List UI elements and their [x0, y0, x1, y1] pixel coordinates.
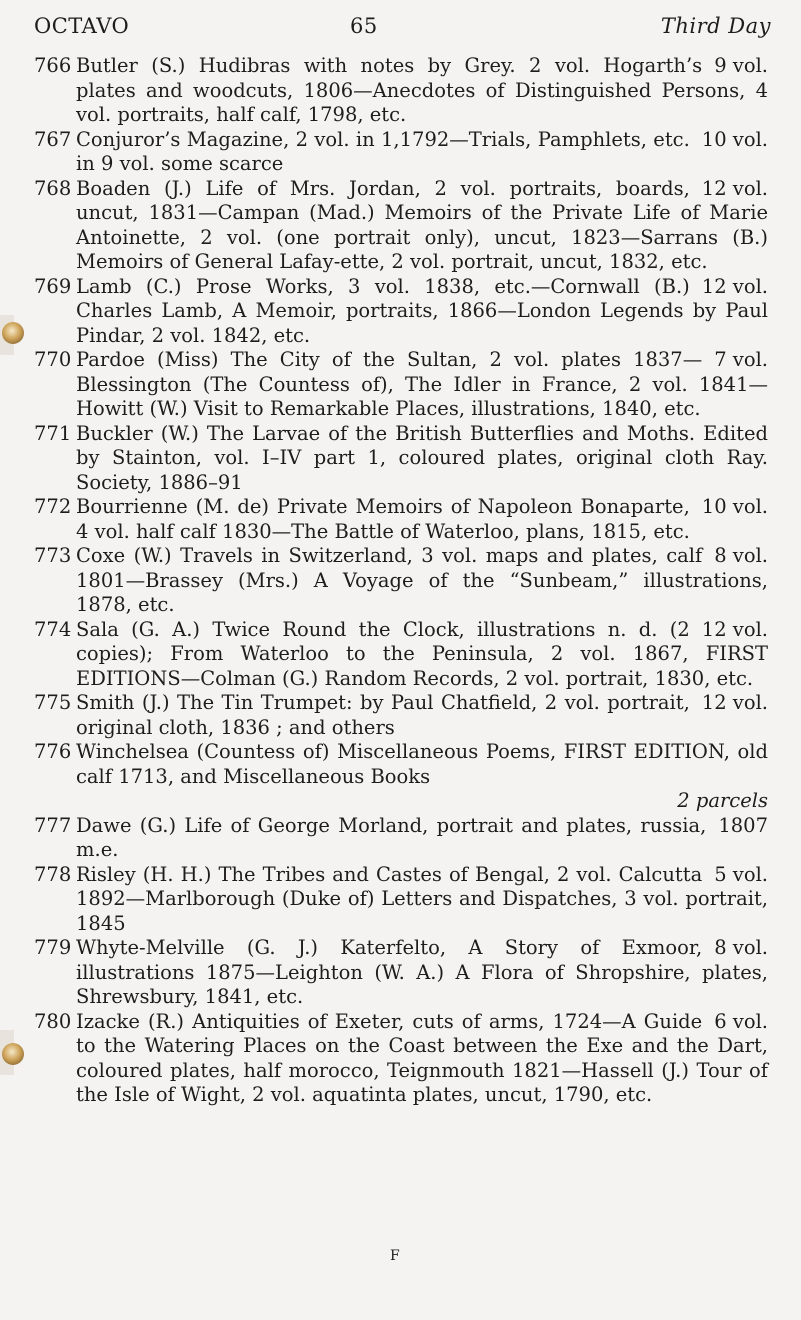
lot-entry: [34, 422, 768, 496]
lot-number: 766: [34, 54, 72, 77]
lot-text: Dawe (G.) Life of George Morland, portrait and plates, russia, m.e.: [76, 813, 707, 861]
lot-quantity: 8 vol.: [714, 544, 768, 567]
lot-entry: [34, 495, 768, 544]
lot-text: Risley (H. H.) The Tribes and Castes of Bengal, 2 vol. Calcutta 1892—Marlborough (Duke of) Letters and Dispatches, 3 vol. portrait, 1845: [76, 862, 768, 935]
page-number: 65: [350, 14, 378, 38]
lot-entry: [34, 177, 768, 275]
lot-description: [76, 544, 768, 618]
signature-mark: F: [390, 1248, 400, 1264]
binding-hole-icon: [2, 1043, 24, 1065]
lot-entry: [34, 618, 768, 692]
lot-description: [76, 618, 768, 692]
lot-text: Butler (S.) Hudibras with notes by Grey. 2 vol. Hogarth’s plates and woodcuts, 1806—Anecdotes of Distinguished Persons, 4 vol. portraits, half calf, 1798, etc.: [76, 54, 768, 126]
lot-text: Coxe (W.) Travels in Switzerland, 3 vol. maps and plates, calf 1801—Brassey (Mrs.) A Voyage of the “Sunbeam,” illustrations, 1878, etc.: [76, 544, 768, 616]
lot-number: 777: [34, 813, 72, 837]
lot-entry: [34, 740, 768, 814]
lot-list: [34, 54, 768, 1108]
lot-entry: [34, 348, 768, 422]
lot-text: Conjuror’s Magazine, 2 vol. in 1,1792—Trials, Pamphlets, etc. in 9 vol. some scarce: [76, 127, 690, 175]
lot-entry: [34, 544, 768, 618]
lot-quantity: 6 vol.: [714, 1009, 768, 1033]
lot-entry: [34, 275, 768, 349]
lot-entry: [34, 128, 768, 177]
lot-number: 780: [34, 1009, 72, 1033]
lot-description: [76, 936, 768, 1010]
lot-quantity: 7 vol.: [714, 348, 768, 371]
lot-description: [76, 863, 768, 937]
lot-text: Smith (J.) The Tin Trumpet: by Paul Chatfield, 2 vol. portrait, original cloth, 1836 ; and others: [76, 691, 690, 739]
lot-quantity: 5 vol.: [714, 862, 768, 886]
lot-number: 770: [34, 348, 72, 371]
lot-text: Sala (G. A.) Twice Round the Clock, illustrations n. d. (2 copies); From Waterloo to the Peninsula, 2 vol. 1867, FIRST EDITIONS—Colman (G.) Random Records, 2 vol. portrait, 1830, etc.: [76, 617, 768, 690]
lot-text: Lamb (C.) Prose Works, 3 vol. 1838, etc.—Cornwall (B.) Charles Lamb, A Memoir, portraits, 1866—London Legends by Paul Pindar, 2 vol. 1842, etc.: [76, 274, 768, 347]
lot-description: [76, 128, 768, 177]
lot-description: [76, 275, 768, 349]
page-header: [34, 14, 771, 44]
lot-entry: [34, 863, 768, 937]
binding-hole-icon: [2, 322, 24, 344]
lot-description: [76, 348, 768, 422]
lot-description: [76, 1010, 768, 1108]
lot-text: Bourrienne (M. de) Private Memoirs of Napoleon Bonaparte, 4 vol. half calf 1830—The Battle of Waterloo, plans, 1815, etc.: [76, 495, 690, 543]
lot-number: 771: [34, 421, 72, 445]
lot-description: [76, 740, 768, 789]
lot-text: Buckler (W.) The Larvae of the British Butterflies and Moths. Edited by Stainton, vol. I–IV part 1, coloured plates, original cloth Ray. Society, 1886–91: [76, 421, 768, 494]
lot-number: 778: [34, 862, 72, 886]
lot-text: Boaden (J.) Life of Mrs. Jordan, 2 vol. portraits, boards, uncut, 1831—Campan (Mad.) Memoirs of the Private Life of Marie Antoinette, 2 vol. (one portrait only), uncut, 1823—Sarrans (B.) Memoirs of General Lafay-ette, 2 vol. portrait, uncut, 1832, etc.: [76, 176, 768, 273]
lot-quantity: 10 vol.: [701, 495, 768, 518]
lot-number: 769: [34, 274, 72, 298]
lot-number: 768: [34, 176, 72, 200]
lot-number: 776: [34, 740, 72, 763]
lot-quantity: 8 vol.: [714, 936, 768, 959]
lot-text: Izacke (R.) Antiquities of Exeter, cuts of arms, 1724—A Guide to the Watering Places on the Coast between the Exe and the Dart, coloured plates, half morocco, Teignmouth 1821—Hassell (J.) Tour of the Isle of Wight, 2 vol. aquatinta plates, uncut, 1790, etc.: [76, 1009, 768, 1106]
lot-quantity: 1807: [718, 813, 768, 837]
lot-text: Pardoe (Miss) The City of the Sultan, 2 vol. plates 1837—Blessington (The Countess of), The Idler in France, 2 vol. 1841—Howitt (W.) Visit to Remarkable Places, illustrations, 1840, etc.: [76, 348, 768, 420]
lot-number: 774: [34, 617, 72, 641]
lot-quantity: 12 vol.: [701, 176, 768, 200]
lot-quantity: 12 vol.: [701, 617, 768, 641]
lot-entry: [34, 1010, 768, 1108]
lot-description: [76, 691, 768, 740]
lot-entry: [34, 814, 768, 863]
lot-quantity: 9 vol.: [714, 54, 768, 77]
lot-description: [76, 814, 768, 863]
lot-quantity: 12 vol.: [701, 691, 768, 714]
lot-number: 773: [34, 544, 72, 567]
format-label: OCTAVO: [34, 14, 130, 38]
lot-quantity: 12 vol.: [701, 274, 768, 298]
lot-number: 775: [34, 691, 72, 714]
lot-parcels: 2 parcels: [677, 789, 768, 812]
lot-number: 779: [34, 936, 72, 959]
lot-text: Winchelsea (Countess of) Miscellaneous Poems, FIRST EDITION, old calf 1713, and Miscellaneous Books: [76, 740, 768, 788]
lot-quantity: 10 vol.: [701, 127, 768, 151]
lot-entry: [34, 54, 768, 128]
lot-description: [76, 495, 768, 544]
lot-description: [76, 422, 768, 496]
sale-day: Third Day: [660, 14, 771, 38]
lot-description: [76, 177, 768, 275]
lot-description: [76, 54, 768, 128]
lot-entry: [34, 936, 768, 1010]
lot-entry: [34, 691, 768, 740]
lot-number: 772: [34, 495, 72, 518]
lot-text: Whyte-Melville (G. J.) Katerfelto, A Story of Exmoor, illustrations 1875—Leighton (W. A.) A Flora of Shropshire, plates, Shrewsbury, 1841, etc.: [76, 936, 768, 1008]
lot-number: 767: [34, 127, 72, 151]
